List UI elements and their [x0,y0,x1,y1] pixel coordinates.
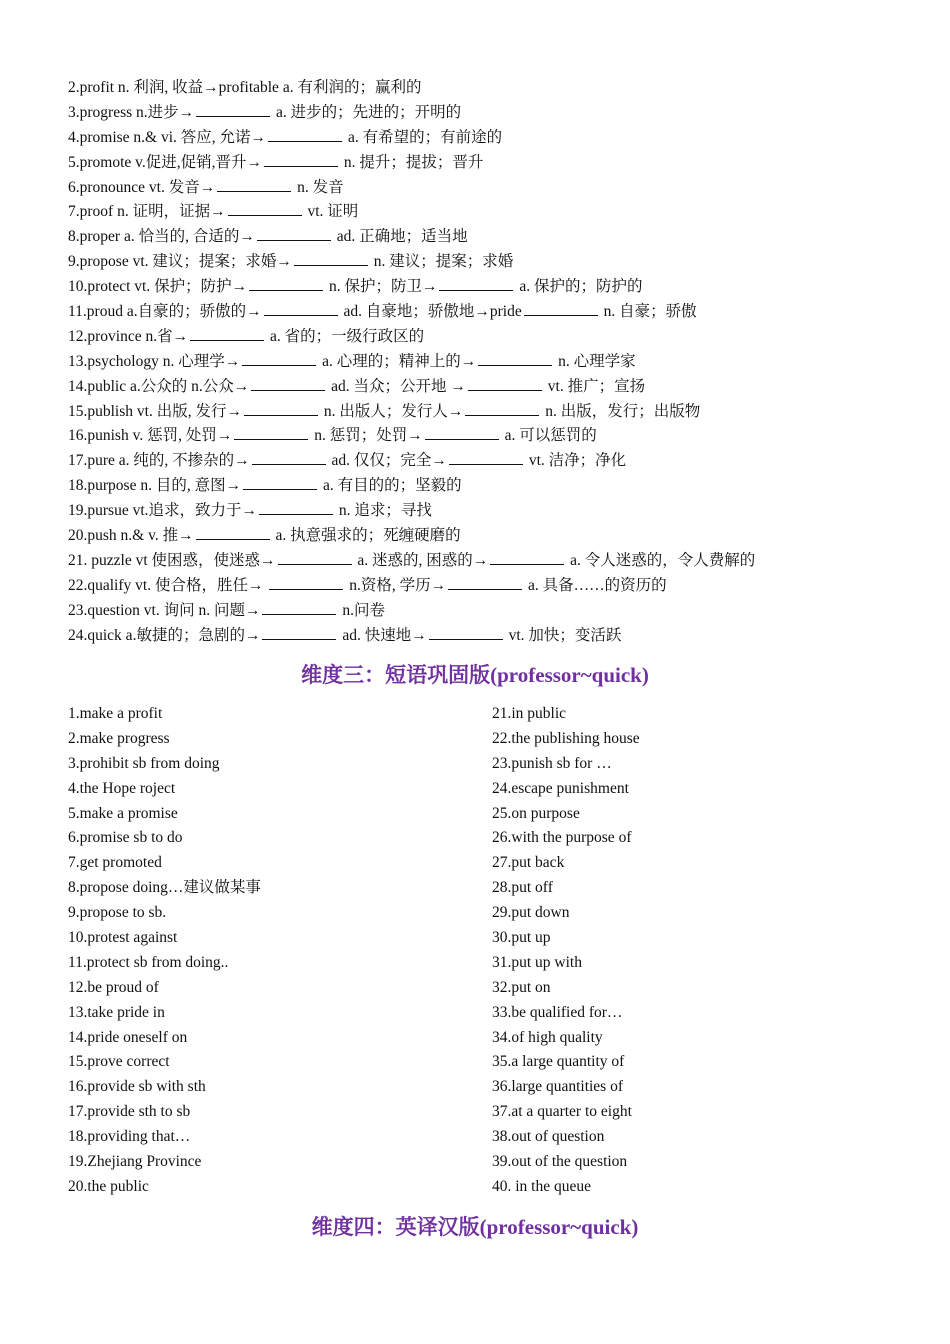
phrase-item: 40. in the queue [492,1177,592,1195]
fill-in-blank [196,102,270,117]
vocab-line [68,449,928,474]
vocab-line [68,549,928,574]
vocab-line [68,574,928,599]
phrase-item: 26.with the purpose of [492,829,632,847]
vocab-line [68,524,928,549]
vocab-text: n. 保护；防卫→ [325,278,438,296]
fill-in-blank [465,401,539,416]
fill-in-blank [448,575,522,590]
vocab-text: 9.propose vt. 建议；提案；求婚→ [68,253,292,271]
vocab-text: 23.question vt. 询问 n. 问题→ [68,601,261,619]
fill-in-blank [228,201,302,216]
vocab-text: 20.push n.& v. 推→ [68,527,194,545]
fill-in-blank [249,276,323,291]
phrase-item: 37.at a quarter to eight [492,1103,632,1121]
vocab-text: vt. 洁净；净化 [524,452,627,470]
fill-in-blank [190,326,264,341]
vocab-text: 15.publish vt. 出版, 发行→ [68,402,242,420]
vocab-text: ad. 正确地；适当地 [332,228,468,246]
vocab-text: 14.public a.公众的 n.公众→ [68,377,250,395]
vocab-line [68,275,928,300]
vocab-text: 5.promote v.促进,促销,晋升→ [68,153,263,171]
fill-in-blank [449,450,523,465]
vocab-text: n.资格, 学历→ [345,576,447,594]
vocab-line [68,225,928,250]
vocab-line [68,424,928,449]
phrase-item: 15.prove correct [68,1053,170,1071]
fill-in-blank [243,475,317,490]
vocab-text: 18.purpose n. 目的, 意图→ [68,477,242,495]
phrase-item: 14.pride oneself on [68,1028,188,1046]
phrase-item: 31.put up with [492,953,582,971]
vocab-line [68,325,928,350]
vocab-text: ad. 当众；公开地 → [327,377,466,395]
vocab-text: a. 有目的的；坚毅的 [319,477,462,495]
vocab-text: 13.psychology n. 心理学→ [68,352,241,370]
vocab-line [68,101,928,126]
vocab-line [68,76,928,101]
vocab-line [68,499,928,524]
fill-in-blank [425,425,499,440]
vocab-text: n. 惩罚；处罚→ [310,427,423,445]
phrase-item: 29.put down [492,904,570,922]
fill-in-blank [268,127,342,142]
phrase-item: 30.put up [492,929,551,947]
vocab-line [68,400,928,425]
phrase-item: 8.propose doing…建议做某事 [68,879,261,897]
phrase-item: 12.be proud of [68,978,159,996]
fill-in-blank [252,450,326,465]
fill-in-blank [294,251,368,266]
fill-in-blank [429,625,503,640]
vocab-text: 24.quick a.敏捷的；急剧的→ [68,626,261,644]
phrase-item: 11.protect sb from doing.. [68,953,229,971]
vocab-text: a. 可以惩罚的 [500,427,597,445]
vocab-text: ad. 快速地→ [338,626,427,644]
phrase-item: 4.the Hope roject [68,779,176,797]
vocab-text: n. 自豪；骄傲 [599,303,697,321]
phrase-item: 13.take pride in [68,1003,165,1021]
vocab-text: 4.promise n.& vi. 答应, 允诺→ [68,128,267,146]
vocab-text: 21. puzzle vt 使困惑，使迷惑→ [68,551,276,569]
vocab-text: n. 提升；提拔；晋升 [340,153,484,171]
vocab-text: n. 出版，发行；出版物 [541,402,701,420]
fill-in-blank [244,401,318,416]
fill-in-blank [257,226,331,241]
vocab-text: 12.province n.省→ [68,327,189,345]
phrase-item: 39.out of the question [492,1153,628,1171]
vocab-text: 16.punish v. 惩罚, 处罚→ [68,427,233,445]
phrase-item: 28.put off [492,879,553,897]
vocab-text: n.问卷 [338,601,385,619]
vocab-text: a. 迷惑的, 困惑的→ [353,551,489,569]
phrase-item: 16.provide sb with sth [68,1078,206,1096]
vocab-line [68,375,928,400]
fill-in-blank [264,152,338,167]
fill-in-blank [264,301,338,316]
phrase-item: 7.get promoted [68,854,162,872]
fill-in-blank [234,425,308,440]
fill-in-blank [259,500,333,515]
vocab-text: n. 发音 [293,178,344,196]
section-heading-dimension-4: 维度四：英译汉版(professor~quick) [311,1215,639,1239]
vocab-line [68,250,928,275]
vocab-text: ad. 仅仅；完全→ [327,452,447,470]
vocab-text: n. 建议；提案；求婚 [369,253,514,271]
phrase-item: 25.on purpose [492,804,580,822]
vocab-line [68,300,928,325]
phrase-item: 1.make a profit [68,705,163,722]
vocab-text: 19.pursue vt.追求，致力于→ [68,502,258,520]
vocab-text: vt. 推广；宣扬 [543,377,646,395]
fill-in-blank [278,550,352,565]
phrase-item: 20.the public [68,1177,149,1195]
fill-in-blank [478,351,552,366]
vocab-text: a. 保护的；防护的 [515,278,643,296]
vocab-text: ad. 自豪地；骄傲地→pride [339,303,522,321]
phrase-item: 3.prohibit sb from doing [68,754,220,772]
vocabulary-list [68,76,928,648]
fill-in-blank [269,575,343,590]
fill-in-blank [251,376,325,391]
vocab-text: a. 心理的；精神上的→ [318,352,477,370]
vocab-line [68,200,928,225]
vocab-line [68,599,928,624]
vocab-text: a. 有希望的；有前途的 [344,128,503,146]
vocab-text: n. 心理学家 [554,352,636,370]
phrase-item: 10.protest against [68,929,178,947]
fill-in-blank [262,625,336,640]
fill-in-blank [217,177,291,192]
vocab-text: a. 令人迷惑的，令人费解的 [566,551,756,569]
vocab-text: n. 追求；寻找 [335,502,432,520]
vocab-text: n. 出版人；发行人→ [319,402,464,420]
vocab-text: 6.pronounce vt. 发音→ [68,178,216,196]
vocab-line [68,126,928,151]
vocab-text: 10.protect vt. 保护；防护→ [68,278,248,296]
phrase-item: 38.out of question [492,1128,605,1146]
vocab-text: 22.qualify vt. 使合格，胜任→ [68,576,268,594]
vocab-line [68,624,928,649]
fill-in-blank [524,301,598,316]
phrase-item: 9.propose to sb. [68,904,167,922]
phrase-item: 34.of high quality [492,1028,603,1046]
phrase-item: 27.put back [492,854,565,872]
phrase-column-left [68,702,488,1200]
phrase-column-right [492,702,912,1200]
phrase-item: 21.in public [492,705,567,722]
vocab-line [68,151,928,176]
vocab-text: 11.proud a.自豪的；骄傲的→ [68,303,262,321]
section-heading-dimension-3: 维度三：短语巩固版(professor~quick) [301,663,649,687]
phrase-item: 18.providing that… [68,1128,191,1146]
phrase-item: 5.make a promise [68,804,178,822]
vocab-text: 8.proper a. 恰当的, 合适的→ [68,228,255,246]
vocab-text: a. 省的；一级行政区的 [266,327,425,345]
phrase-item: 35.a large quantity of [492,1053,625,1071]
fill-in-blank [490,550,564,565]
phrase-item: 17.provide sth to sb [68,1103,191,1121]
fill-in-blank [242,351,316,366]
phrase-item: 33.be qualified for… [492,1003,623,1021]
vocab-text: 2.profit n. 利润, 收益→profitable a. 有利润的；赢利的 [68,79,422,96]
vocab-text: a. 进步的；先进的；开明的 [272,103,462,121]
vocab-text: 7.proof n. 证明，证据→ [68,203,226,221]
vocab-text: a. 具备……的资历的 [524,576,667,594]
vocab-line [68,350,928,375]
phrase-item: 36.large quantities of [492,1078,624,1096]
phrase-item: 23.punish sb for … [492,754,612,772]
vocab-text: 3.progress n.进步→ [68,103,195,121]
phrase-item: 32.put on [492,978,551,996]
phrase-item: 22.the publishing house [492,729,640,747]
vocab-text: vt. 证明 [303,203,359,221]
fill-in-blank [439,276,513,291]
vocab-line [68,176,928,201]
fill-in-blank [196,525,270,540]
fill-in-blank [468,376,542,391]
vocab-text: 17.pure a. 纯的, 不掺杂的→ [68,452,250,470]
phrase-item: 19.Zhejiang Province [68,1153,202,1171]
fill-in-blank [262,600,336,615]
phrase-item: 6.promise sb to do [68,829,183,847]
vocab-line [68,474,928,499]
vocab-text: vt. 加快；变活跃 [504,626,622,644]
phrase-item: 2.make progress [68,729,170,747]
phrase-item: 24.escape punishment [492,779,629,797]
vocab-text: a. 执意强求的；死缠硬磨的 [271,527,461,545]
